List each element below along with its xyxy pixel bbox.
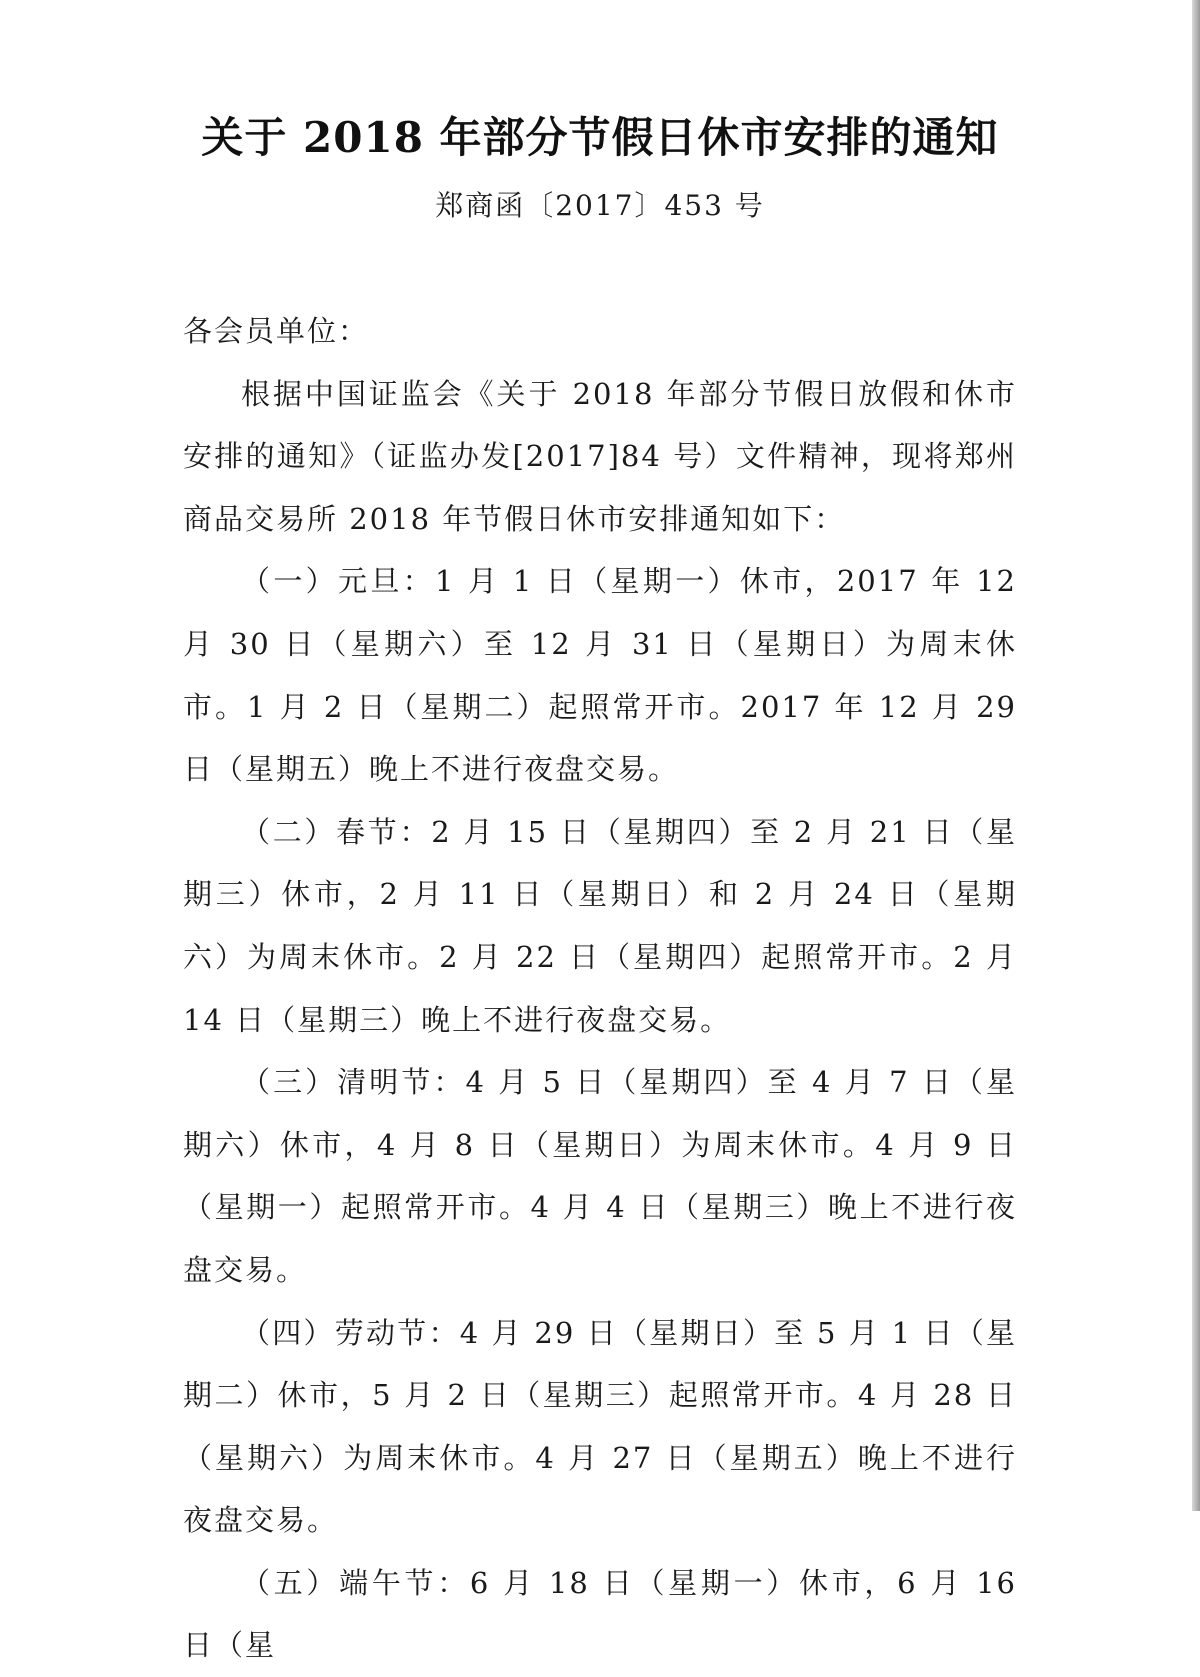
item-dragon-boat: （五）端午节：6 月 18 日（星期一）休市，6 月 16 日（星 <box>183 1565 1017 1663</box>
item-spring-festival: （二）春节：2 月 15 日（星期四）至 2 月 21 日（星期三）休市，2 月 11 日（星期日）和 2 月 24 日（星期六）为周末休市。2 月 22 日（星期四）起照常开市。2 月 14 日（星期三）晚上不进行夜盘交易。 <box>183 814 1017 1037</box>
item-labor-day: （四）劳动节：4 月 29 日（星期日）至 5 月 1 日（星期二）休市，5 月 2 日（星期三）起照常开市。4 月 28 日（星期六）为周末休市。4 月 27 日（星期五）晚上不进行夜盘交易。 <box>183 1315 1017 1538</box>
item-new-year: （一）元旦：1 月 1 日（星期一）休市，2017 年 12 月 30 日（星期六）至 12 月 31 日（星期日）为周末休市。1 月 2 日（星期二）起照常开市。2017 年 12 月 29 日（星期五）晚上不进行夜盘交易。 <box>183 564 1017 787</box>
document-title: 关于 2018 年部分节假日休市安排的通知 <box>201 113 999 162</box>
intro-paragraph: 根据中国证监会《关于 2018 年部分节假日放假和休市安排的通知》（证监办发[2017]84 号）文件精神，现将郑州商品交易所 2018 年节假日休市安排通知如下： <box>183 376 1017 536</box>
page-edge-shadow <box>1192 0 1200 1511</box>
document-number: 郑商函〔2017〕453 号 <box>435 189 765 222</box>
document-body <box>183 300 1017 1677</box>
salutation: 各会员单位： <box>183 314 370 348</box>
item-qingming: （三）清明节：4 月 5 日（星期四）至 4 月 7 日（星期六）休市，4 月 8 日（星期日）为周末休市。4 月 9 日（星期一）起照常开市。4 月 4 日（星期三）晚上不进行夜盘交易。 <box>183 1065 1017 1287</box>
